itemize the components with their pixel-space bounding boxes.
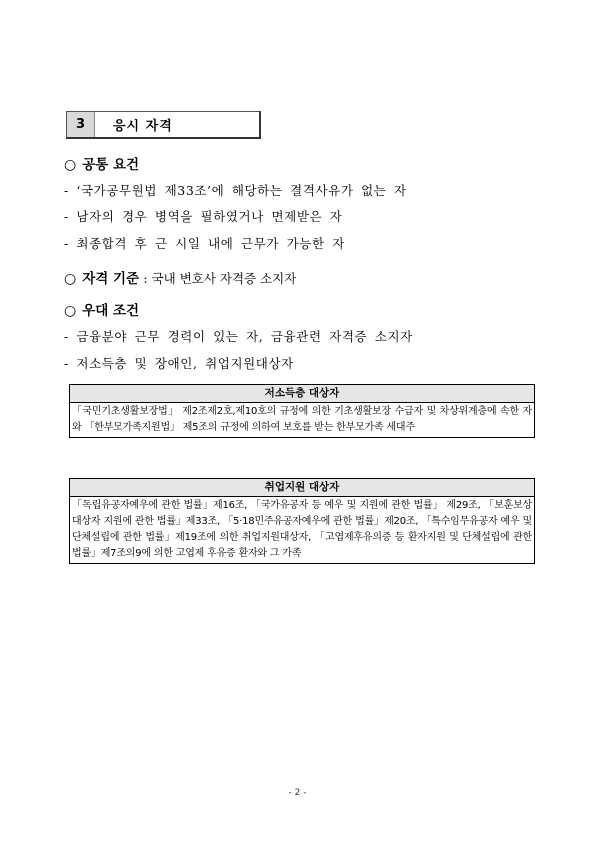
qualification-title: 자격 기준 xyxy=(82,271,140,287)
preference-item: - 저소득층 및 장애인, 취업지원대상자 xyxy=(64,356,294,371)
qualification-heading xyxy=(64,267,296,287)
common-requirements-title: 공통 요건 xyxy=(82,157,140,173)
common-requirements-heading xyxy=(64,153,139,173)
circle-bullet-icon: ○ xyxy=(64,271,77,287)
employment-support-box-body: 「독립유공자예우에 관한 법률」제16조, 「국가유공자 등 예우 및 지원에 관한 법률」 제29조, 「보훈보상대상자 지원에 관한 법률」제33조, 「5·18민주유공자예우에 관한 법률」제20조, 「특수임무유공자 예우 및 단체설립에 관한 법률」제19조에 의한 취업지원대상자, 「고엽제후유의증 등 환자지원 및 단체설립에 관한 법률」제7조의9에 의한 고엽제 후유증 환자와 그 가족 xyxy=(72,500,532,559)
page-number: - 2 - xyxy=(288,788,307,798)
section-title: 응시 자격 xyxy=(113,119,173,134)
common-item: - 남자의 경우 병역을 필하였거나 면제받은 자 xyxy=(64,209,343,224)
preference-item: - 금융분야 근무 경력이 있는 자, 금융관련 자격증 소지자 xyxy=(64,329,413,344)
low-income-box-title: 저소득층 대상자 xyxy=(70,385,534,403)
circle-bullet-icon: ○ xyxy=(64,157,77,173)
common-item: - 최종합격 후 근 시일 내에 근무가 가능한 자 xyxy=(64,236,345,251)
qualification-text: : 국내 변호사 자격증 소지자 xyxy=(143,271,297,286)
circle-bullet-icon: ○ xyxy=(64,303,77,319)
preference-title: 우대 조건 xyxy=(82,303,140,319)
common-item: - ‘국가공무원법 제33조’에 해당하는 결격사유가 없는 자 xyxy=(64,183,407,198)
low-income-box xyxy=(69,384,535,438)
low-income-box-body: 「국민기초생활보장법」 제2조제2호,제10호의 규정에 의한 기초생활보장 수급자 및 차상위계층에 속한 자와 「한부모가족지원법」 제5조의 규정에 의하여 보호를 받는 한부모가족 세대주 xyxy=(72,406,532,433)
employment-support-box-title: 취업지원 대상자 xyxy=(70,479,534,497)
preference-heading xyxy=(64,299,139,319)
section-header xyxy=(66,111,261,139)
employment-support-box xyxy=(69,478,535,564)
section-number: 3 xyxy=(67,112,95,137)
